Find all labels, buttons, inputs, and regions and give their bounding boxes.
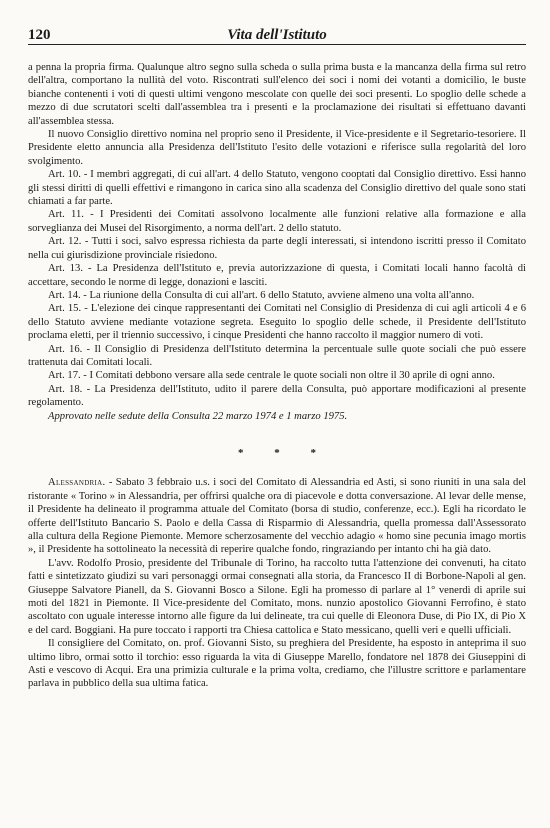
approval-note: Approvato nelle sedute della Consulta 22 marzo 1974 e 1 marzo 1975. xyxy=(48,410,348,422)
statute-article-15: Art. 15. - L'elezione dei cinque rappresentanti dei Comitati nel Consiglio di Presidenza di cui agli articoli 4 e 6 dello Statuto avviene mediante votazione segreta. Eseguito lo spoglio delle schede, il Presidente dell'Istituto proclama eletti, per il triennio successivo, i cinque Presidenti che hanno raccolto il maggior numero di voti. xyxy=(28,303,526,342)
alessandria-paragraph-2: L'avv. Rodolfo Prosio, presidente del Tribunale di Torino, ha raccolto tutta l'attenzione dei convenuti, ha citato fatti e sintetizzato giudizi su vari personaggi ormai consegnati alla storia, da Francesco II di Borbone-Napoli al gen. Giuseppe Salvatore Pianell, da S. Giovanni Bosco a Silone. Egli ha promesso di parlare al 1° venerdì di aprile sui moti del 1821 in Piemonte. Il Vice-presidente del Comitato, mons. nunzio apostolico Giovanni Ferrofino, è stato ascoltato con uguale interesse intorno alle figure da lui delineate, tra cui quelle di Eleonora Duse, di Pio IX, di Pio X e del card. Boggiani. Ha pure toccato i rapporti tra Chiesa cattolica e Stato messicano, quelli veri e quelli ufficiali. xyxy=(28,557,526,636)
section-separator: * * * xyxy=(238,446,330,459)
statute-paragraph: a penna la propria firma. Qualunque altro segno sulla scheda o sulla prima busta e la mancanza della firma sul retro dell'altra, comportano la nullità del voto. Riscontrati sull'elenco dei soci i nomi dei votanti a domicilio, le buste bianche contenenti i voti di questi ultimi vengono mescolate con quelle dei soci presenti. Lo spoglio delle schede a mezzo di due scrutatori scelti dall'assemblea tra i presenti e la proclamazione dei risultati si effettuano davanti all'assemblea stessa. xyxy=(28,62,526,127)
city-heading: Alessandria. xyxy=(48,477,106,489)
document-body xyxy=(28,61,526,691)
statute-article-11: Art. 11. - I Presidenti dei Comitati assolvono localmente alle funzioni relative alla formazione e alla sorveglianza dei Musei del Risorgimento, a norma dell'art. 2 dello statuto. xyxy=(28,209,526,234)
alessandria-section xyxy=(28,476,526,691)
statute-article-16: Art. 16. - Il Consiglio di Presidenza dell'Istituto determina la percentuale sulle quote sociali che può essere trattenuta dai Comitati locali. xyxy=(28,343,526,368)
statute-article-18: Art. 18. - La Presidenza dell'Istituto, udito il parere della Consulta, può apportare modificazioni al presente regolamento. xyxy=(28,383,526,409)
statute-article-10: Art. 10. - I membri aggregati, di cui all'art. 4 dello Statuto, vengono cooptati dal Consiglio direttivo. Essi hanno gli stessi diritti di quelli effettivi e rimangono in carica sino alla scadenza del Consiglio direttivo del quale sono stati chiamati a far parte. xyxy=(28,169,526,208)
running-title: Vita dell'Istituto xyxy=(227,27,327,43)
statute-paragraph: Il nuovo Consiglio direttivo nomina nel proprio seno il Presidente, il Vice-presidente e il Segretario-tesoriere. Il Presidente eletto annuncia alla Presidenza dell'Istituto l'esito delle votazioni e riferisce sulla regolarità del loro svolgimento. xyxy=(28,129,526,167)
page-header xyxy=(28,22,526,45)
alessandria-paragraph-3: Il consigliere del Comitato, on. prof. Giovanni Sisto, su preghiera del Presidente, ha esposto in anteprima il suo ultimo libro, ormai sotto il torchio: esso riguarda la vita di Giuseppe Marello, fondatore nel 1878 dei Giuseppini di Asti e vescovo di Acqui. Era una primizia culturale e la prima volta, crediamo, che l'illustre scrittore e parlamentare parlava in pubblico della sua ultima fatica. xyxy=(28,638,526,690)
page-number: 120 xyxy=(28,27,51,43)
alessandria-paragraph-1 xyxy=(28,476,526,556)
statute-article-17: Art. 17. - I Comitati debbono versare alla sede centrale le quote sociali non oltre il 30 aprile di ogni anno. xyxy=(48,370,495,382)
statute-article-13: Art. 13. - La Presidenza dell'Istituto e, previa autorizzazione di questa, i Comitati locali hanno facoltà di accettare, secondo le norme di legge, donazioni e lasciti. xyxy=(28,263,526,288)
alessandria-paragraph-1-text: - Sabato 3 febbraio u.s. i soci del Comitato di Alessandria ed Asti, si sono riuniti in una sala del ristorante « Torino » in Alessandria, per offrirsi qualche ora di piacevole e dotta conversazione. Al levar delle mense, il Presidente ha delineato il programma attuale del Comitato (borsa di studio, conferenze, ecc.). Egli ha ricordato le offerte dell'Istituto Bancario S. Paolo e della Cassa di Risparmio di Alessandria, quella promessa dall'Assessorato alla cultura della Regione Piemonte. Memore scherzosamente del vecchio adagio « homo sine pecunia imago mortis », il Presidente ha sottolineato la necessità di reperire qualche fondo, ringraziando per intanto chi ha già dato. xyxy=(28,477,526,556)
statute-article-12: Art. 12. - Tutti i soci, salvo espressa richiesta da parte degli interessati, si intendono iscritti presso il Comitato nella cui giurisdizione provinciale risiedono. xyxy=(28,236,526,261)
statute-article-14: Art. 14. - La riunione della Consulta di cui all'art. 6 dello Statuto, avviene almeno una volta all'anno. xyxy=(48,289,475,301)
